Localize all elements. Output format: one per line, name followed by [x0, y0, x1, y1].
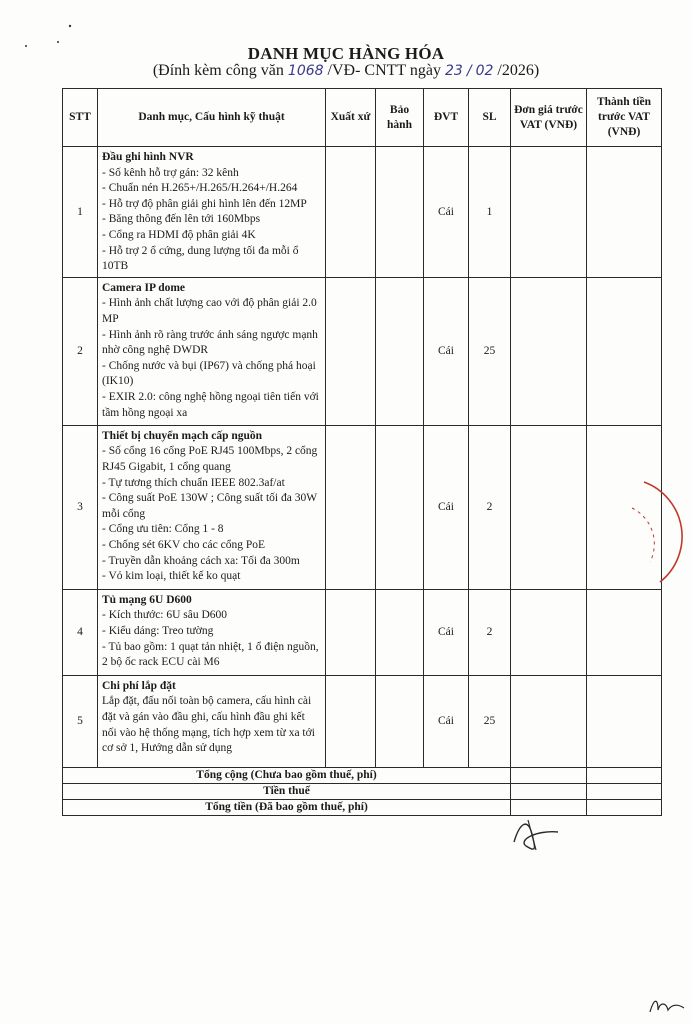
doc-number-handwritten: 1068 — [287, 63, 324, 79]
row-unit: Cái — [424, 675, 469, 767]
col-header-unit-price: Đơn giá trước VAT (VNĐ) — [511, 89, 587, 147]
row-warranty — [376, 147, 424, 278]
tax-row — [63, 783, 662, 799]
spec-line: - Cổng ưu tiên: Cổng 1 - 8 — [102, 523, 224, 536]
goods-table — [62, 88, 662, 816]
spec-line: - Truyền dẫn khoảng cách xa: Tối đa 300m — [102, 554, 300, 567]
row-warranty — [376, 277, 424, 425]
item-name: Thiết bị chuyển mạch cấp nguồn — [102, 429, 263, 442]
row-unit-price — [511, 425, 587, 589]
spec-line: - Hỗ trợ độ phân giải ghi hình lên đến 12MP — [102, 197, 307, 210]
row-total — [587, 147, 662, 278]
spec-line: - Hình ảnh chất lượng cao với độ phân giải 2.0 MP — [102, 297, 317, 325]
tax-value — [587, 783, 662, 799]
spec-line: - Cổng ra HDMI độ phân giải 4K — [102, 228, 256, 241]
row-origin — [326, 277, 376, 425]
item-name: Camera IP dome — [102, 281, 186, 294]
row-warranty — [376, 675, 424, 767]
grand-total-value — [587, 799, 662, 815]
document-title: DANH MỤC HÀNG HÓA — [247, 44, 445, 63]
spec-line: - Công suất PoE 130W ; Công suất tối đa 30W mỗi cổng — [102, 492, 317, 520]
spec-line: - Băng thông đến lên tới 160Mbps — [102, 213, 261, 226]
col-header-stt: STT — [63, 89, 98, 147]
tax-price-cell — [511, 783, 587, 799]
spec-line: - Kiểu dáng: Treo tường — [102, 624, 214, 637]
row-unit-price — [511, 589, 587, 675]
row-qty: 2 — [469, 425, 511, 589]
spec-line: - Chống nước và bụi (IP67) và chống phá hoại (IK10) — [102, 359, 316, 388]
row-total — [587, 675, 662, 767]
corner-initials-icon — [646, 994, 688, 1018]
subtotal-value — [587, 767, 662, 783]
row-origin — [326, 147, 376, 278]
date-day-handwritten: 23 — [445, 63, 463, 79]
row-unit-price — [511, 147, 587, 278]
subtotal-label: Tổng cộng (Chưa bao gồm thuế, phí) — [63, 767, 511, 783]
grand-total-row — [63, 799, 662, 815]
row-unit: Cái — [424, 425, 469, 589]
row-unit-price — [511, 675, 587, 767]
row-stt: 4 — [63, 589, 98, 675]
row-qty: 2 — [469, 589, 511, 675]
row-unit: Cái — [424, 589, 469, 675]
subtotal-row — [63, 767, 662, 783]
row-unit: Cái — [424, 277, 469, 425]
grand-total-label: Tổng tiền (Đã bao gồm thuế, phí) — [63, 799, 511, 815]
row-description — [98, 675, 326, 767]
row-qty: 1 — [469, 147, 511, 278]
table-row — [63, 147, 662, 278]
col-header-unit: ĐVT — [424, 89, 469, 147]
table-row — [63, 425, 662, 589]
spec-line: Lắp đặt, đấu nối toàn bộ camera, cấu hình cài đặt và gán vào đầu ghi, cấu hình đầu ghi kết nối vào hệ thống mạng, tích hợp xem từ xa tới cơ sở 1, Hướng dẫn sử dụng — [102, 695, 315, 755]
punch-dots-icon — [18, 22, 78, 52]
spec-line: - Số cổng 16 cổng PoE RJ45 100Mbps, 2 cổng RJ45 Gigabit, 1 cổng quang — [102, 445, 318, 473]
red-stamp-fragment-icon — [620, 478, 692, 588]
row-stt: 5 — [63, 675, 98, 767]
row-origin — [326, 589, 376, 675]
row-unit: Cái — [424, 147, 469, 278]
subtitle-middle: /VĐ- CNTT ngày — [327, 62, 442, 79]
table-row — [63, 589, 662, 675]
row-description — [98, 277, 326, 425]
row-origin — [326, 675, 376, 767]
row-stt: 3 — [63, 425, 98, 589]
item-name: Chi phí lắp đặt — [102, 679, 176, 692]
row-description — [98, 147, 326, 278]
col-header-description: Danh mục, Cấu hình kỹ thuật — [98, 89, 326, 147]
spec-line: - Vỏ kim loại, thiết kế ko quạt — [102, 570, 241, 583]
col-header-qty: SL — [469, 89, 511, 147]
col-header-warranty: Bảo hành — [376, 89, 424, 147]
spec-line: - Hình ảnh rõ ràng trước ánh sáng ngược mạnh nhờ công nghệ DWDR — [102, 328, 318, 357]
spec-line: - Hỗ trợ 2 ổ cứng, dung lượng tối đa mỗi ổ 10TB — [102, 244, 299, 273]
col-header-origin: Xuất xứ — [326, 89, 376, 147]
col-header-total: Thành tiền trước VAT (VNĐ) — [587, 89, 662, 147]
item-name: Tủ mạng 6U D600 — [102, 593, 192, 606]
spec-line: - Chống sét 6KV cho các cổng PoE — [102, 538, 265, 551]
spec-line: - Tủ bao gồm: 1 quạt tản nhiệt, 1 ổ điện nguồn, 2 bộ ốc rack ECU cài M6 — [102, 640, 319, 669]
row-warranty — [376, 425, 424, 589]
document-subtitle — [0, 62, 692, 80]
row-total — [587, 589, 662, 675]
row-warranty — [376, 589, 424, 675]
spec-line: - Số kênh hỗ trợ gán: 32 kênh — [102, 166, 239, 179]
table-row — [63, 277, 662, 425]
spec-line: - Kích thước: 6U sâu D600 — [102, 609, 228, 622]
row-total — [587, 277, 662, 425]
date-separator: / — [466, 63, 472, 79]
row-description — [98, 589, 326, 675]
row-unit-price — [511, 277, 587, 425]
date-month-handwritten: 02 — [475, 63, 494, 79]
row-origin — [326, 425, 376, 589]
spec-line: - EXIR 2.0: công nghệ hồng ngoại tiên tiến với tầm hồng ngoại xa — [102, 390, 319, 419]
table-header-row — [63, 89, 662, 147]
table-row — [63, 675, 662, 767]
date-year: /2026) — [497, 62, 540, 79]
row-stt: 2 — [63, 277, 98, 425]
row-description — [98, 425, 326, 589]
tax-label: Tiền thuế — [63, 783, 511, 799]
spec-line: - Chuẩn nén H.265+/H.265/H.264+/H.264 — [102, 182, 298, 195]
row-qty: 25 — [469, 675, 511, 767]
subtotal-price-cell — [511, 767, 587, 783]
row-qty: 25 — [469, 277, 511, 425]
subtitle-prefix: (Đính kèm công văn — [152, 62, 284, 79]
item-name: Đầu ghi hình NVR — [102, 151, 194, 163]
row-stt: 1 — [63, 147, 98, 278]
spec-line: - Tự tương thích chuẩn IEEE 802.3af/at — [102, 476, 285, 489]
initials-signature-icon — [506, 812, 566, 856]
